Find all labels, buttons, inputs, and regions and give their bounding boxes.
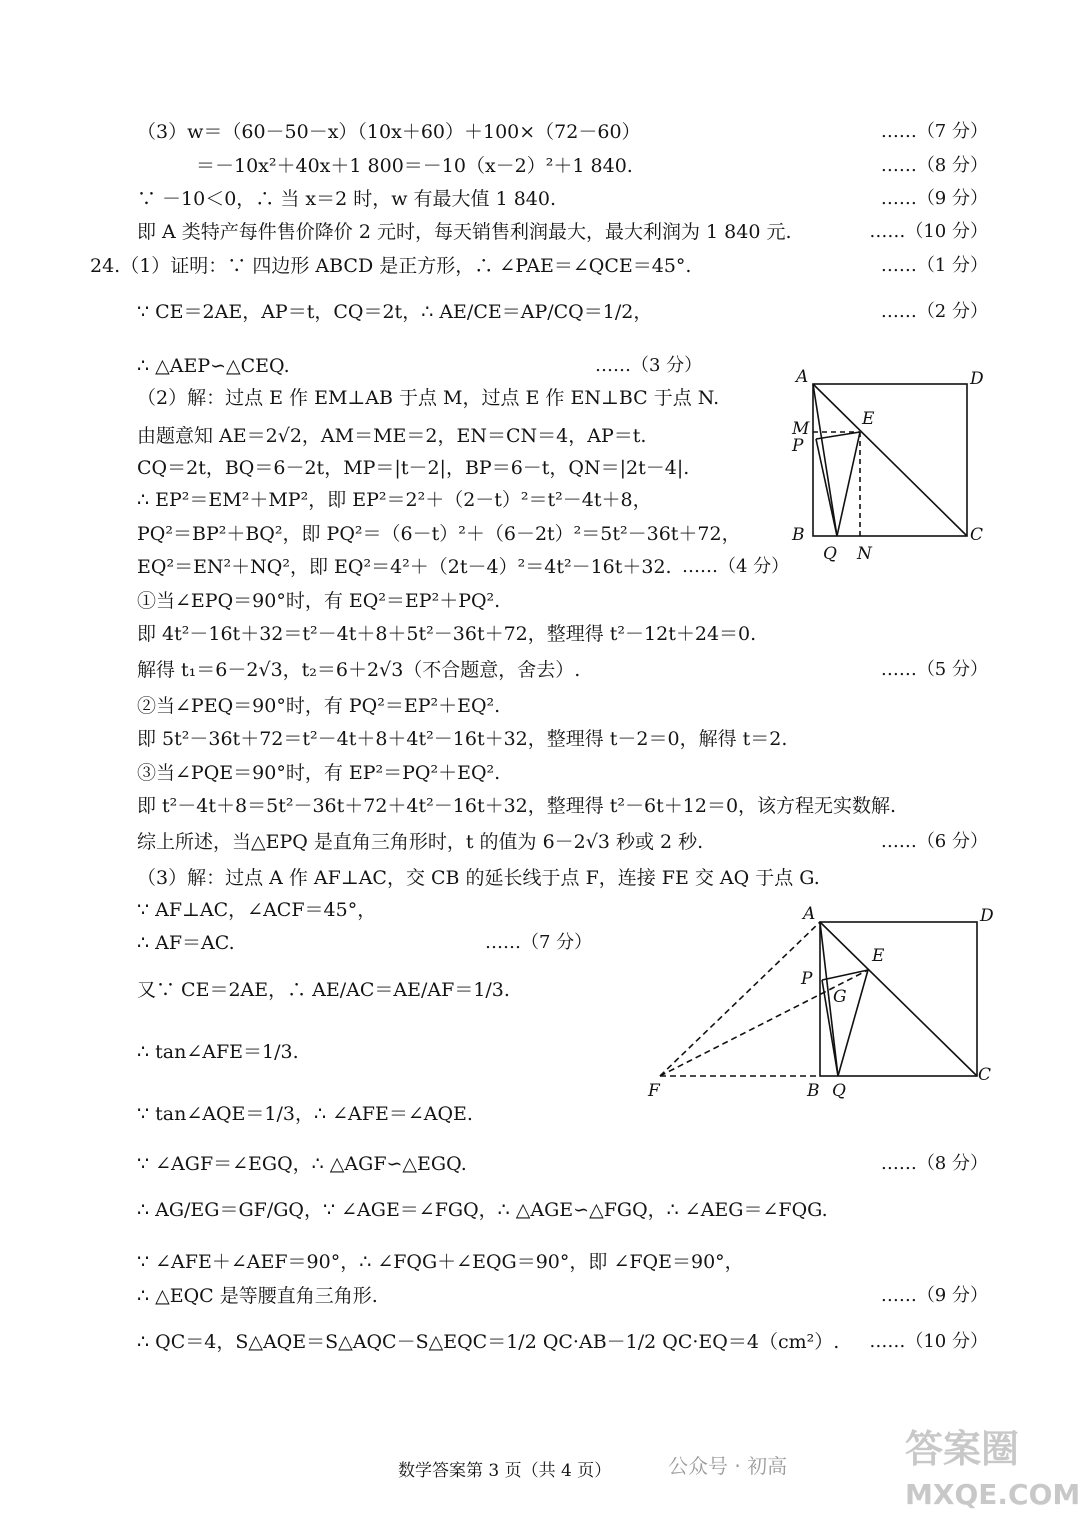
text-line: 综上所述，当△EPQ 是直角三角形时，t 的值为 6－2√3 秒或 2 秒. (137, 831, 704, 853)
label-a: A (803, 904, 816, 924)
label-a: A (796, 367, 809, 387)
score-mark: ……（7 分） (880, 121, 988, 142)
label-e: E (862, 409, 875, 429)
text-line: 即 4t²－16t＋32＝t²－4t＋8＋5t²－36t＋72，整理得 t²－12t＋24＝0. (137, 623, 757, 645)
score-mark: ……（8 分） (880, 155, 988, 176)
text-line: ∵ ∠AFE＋∠AEF＝90°，∴ ∠FQG＋∠EQG＝90°，即 ∠FQE＝90°， (137, 1251, 744, 1273)
score-mark: ……（3 分） (595, 355, 703, 376)
text-line: ②当∠PEQ＝90°时，有 PQ²＝EP²＋EQ². (137, 695, 501, 717)
text-line: ∴ tan∠AFE＝1/3. (137, 1041, 299, 1063)
text-line: ∴ △AEP∽△CEQ. (137, 355, 290, 377)
text-line: （3）w＝（60－50－x）（10x＋60）＋100×（72－60） (137, 121, 641, 143)
text-line: ＝－10x²＋40x＋1 800＝－10（x－2）²＋1 840. (196, 155, 633, 177)
segment-eq (837, 432, 860, 536)
text-line: ∴ AF＝AC. (137, 932, 235, 954)
text-line: 解得 t₁＝6－2√3，t₂＝6＋2√3（不合题意，舍去）. (137, 659, 581, 681)
watermark-url: MXQE.COM (905, 1478, 1080, 1511)
label-f: F (648, 1081, 660, 1100)
score-mark: ……（10 分） (869, 1331, 988, 1352)
text-line: CQ＝2t，BQ＝6－2t，MP＝|t－2|，BP＝6－t，QN＝|2t－4|. (137, 457, 690, 479)
label-d: D (970, 369, 984, 389)
label-q: Q (823, 544, 837, 564)
text-line: ∴ QC＝4，S△AQE＝S△AQC－S△EQC＝1/2 QC·AB－1/2 QC·EQ＝4（cm²）. (137, 1331, 840, 1353)
diagonal-ac (813, 384, 967, 536)
text-line: ∴ EP²＝EM²＋MP²，即 EP²＝2²＋（2－t）²＝t²－4t＋8， (137, 489, 652, 511)
text-line: 即 A 类特产每件售价降价 2 元时，每天销售利润最大，最大利润为 1 840 元. (137, 221, 792, 243)
score-mark: ……（4 分） (682, 556, 790, 577)
text-line: ∵ AF⊥AC，∠ACF＝45°， (137, 899, 377, 921)
label-n: N (857, 544, 872, 564)
watermark-text: 公众号 · 初高 (668, 1454, 788, 1478)
score-mark: ……（10 分） (869, 221, 988, 242)
text-line: 由题意知 AE＝2√2，AM＝ME＝2，EN＝CN＝4，AP＝t. (137, 425, 647, 447)
label-c: C (970, 525, 984, 545)
label-c: C (978, 1065, 992, 1085)
label-q: Q (832, 1081, 846, 1100)
text-line: ∴ △EQC 是等腰直角三角形. (137, 1285, 378, 1307)
label-g: G (833, 987, 847, 1007)
text-line: 即 5t²－36t＋72＝t²－4t＋8＋4t²－16t＋32，整理得 t－2＝0，解得 t＝2. (137, 728, 788, 750)
segment-pq (816, 439, 837, 536)
label-b: B (792, 525, 805, 545)
label-e: E (872, 946, 885, 966)
geometry-figure-2 (640, 900, 1010, 1100)
segment-pe (822, 970, 868, 980)
score-mark: ……（7 分） (485, 932, 593, 953)
label-m: M (792, 419, 810, 439)
score-mark: ……（9 分） (880, 1285, 988, 1306)
label-d: D (980, 906, 994, 926)
text-line: ∵ －10＜0，∴ 当 x＝2 时，w 有最大值 1 840. (137, 188, 557, 210)
text-line: ∵ CE＝2AE，AP＝t，CQ＝2t，∴ AE/CE＝AP/CQ＝1/2， (137, 301, 653, 323)
score-mark: ……（5 分） (880, 659, 988, 680)
segment-eq (838, 970, 868, 1076)
segment-aq (813, 384, 837, 536)
score-mark: ……（2 分） (880, 301, 988, 322)
text-line: 24.（1）证明：∵ 四边形 ABCD 是正方形，∴ ∠PAE＝∠QCE＝45°. (90, 255, 692, 277)
text-line: ①当∠EPQ＝90°时，有 EQ²＝EP²＋PQ². (137, 590, 501, 612)
geometry-figure-1 (780, 364, 1000, 564)
text-line: （2）解：过点 E 作 EM⊥AB 于点 M，过点 E 作 EN⊥BC 于点 N. (137, 387, 720, 409)
score-mark: ……（9 分） (880, 188, 988, 209)
text-line: ∴ AG/EG＝GF/GQ，∵ ∠AGE＝∠FGQ，∴ △AGE∽△FGQ，∴ ∠AEG＝∠FQG. (137, 1199, 828, 1221)
label-p: P (792, 436, 804, 456)
text-line: 又∵ CE＝2AE，∴ AE/AC＝AE/AF＝1/3. (137, 979, 510, 1001)
watermark-logo: 答案圈 (905, 1427, 1020, 1471)
text-line: PQ²＝BP²＋BQ²，即 PQ²＝（6－t）²＋（6－2t）²＝5t²－36t＋72， (137, 523, 741, 545)
page-footer: 数学答案第 3 页（共 4 页） (398, 1461, 612, 1481)
segment-fa (660, 922, 820, 1076)
text-line: ∵ tan∠AQE＝1/3，∴ ∠AFE＝∠AQE. (137, 1103, 473, 1125)
label-p: P (801, 969, 813, 989)
text-line: EQ²＝EN²＋NQ²，即 EQ²＝4²＋（2t－4）²＝4t²－16t＋32. (137, 556, 672, 578)
segment-pe (816, 432, 860, 439)
score-mark: ……（8 分） (880, 1153, 988, 1174)
score-mark: ……（6 分） (880, 831, 988, 852)
text-line: 即 t²－4t＋8＝5t²－36t＋72＋4t²－16t＋32，整理得 t²－6t＋12＝0，该方程无实数解. (137, 795, 897, 817)
text-line: （3）解：过点 A 作 AF⊥AC，交 CB 的延长线于点 F，连接 FE 交 AQ 于点 G. (137, 867, 820, 889)
label-b: B (807, 1081, 820, 1100)
text-line: ∵ ∠AGF＝∠EGQ，∴ △AGF∽△EGQ. (137, 1153, 467, 1175)
score-mark: ……（1 分） (880, 255, 988, 276)
text-line: ③当∠PQE＝90°时，有 EP²＝PQ²＋EQ². (137, 762, 501, 784)
